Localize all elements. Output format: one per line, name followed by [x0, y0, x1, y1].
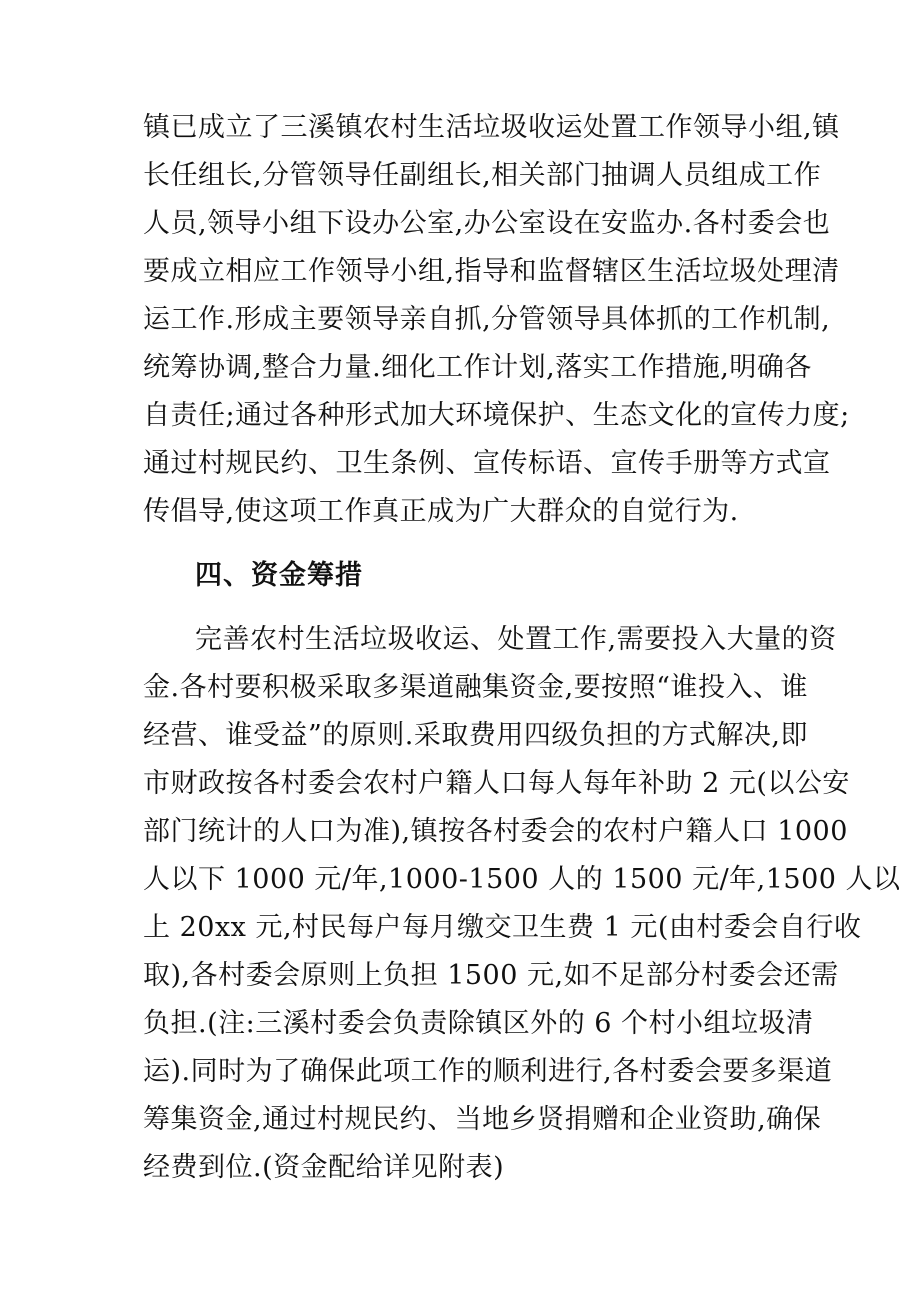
text-line: 通过村规民约、卫生条例、宣传标语、宣传手册等方式宣 [143, 448, 831, 479]
text-line: 完善农村生活垃圾收运、处置工作,需要投入大量的资 [195, 624, 837, 655]
section-heading: 四、资金筹措 [195, 560, 363, 591]
text-line: 上 20xx 元,村民每户每月缴交卫生费 1 元(由村委会自行收 [143, 912, 862, 943]
text-line: 运).同时为了确保此项工作的顺利进行,各村委会要多渠道 [143, 1056, 833, 1087]
text-line: 筹集资金,通过村规民约、当地乡贤捐赠和企业资助,确保 [143, 1104, 822, 1135]
text-line: 负担.(注:三溪村委会负责除镇区外的 6 个村小组垃圾清 [143, 1008, 814, 1039]
text-line: 人员,领导小组下设办公室,办公室设在安监办.各村委会也 [143, 208, 831, 239]
text-line: 市财政按各村委会农村户籍人口每人每年补助 2 元(以公安 [143, 768, 850, 799]
text-line: 人以下 1000 元/年,1000-1500 人的 1500 元/年,1500 人以 [143, 864, 901, 895]
text-line: 统筹协调,整合力量.细化工作计划,落实工作措施,明确各 [143, 352, 812, 383]
text-line: 运工作.形成主要领导亲自抓,分管领导具体抓的工作机制, [143, 304, 831, 335]
text-line: 传倡导,使这项工作真正成为广大群众的自觉行为. [143, 496, 739, 527]
text-line: 部门统计的人口为准),镇按各村委会的农村户籍人口 1000 [143, 816, 848, 847]
text-line: 取),各村委会原则上负担 1500 元,如不足部分村委会还需 [143, 960, 839, 991]
text-line: 自责任;通过各种形式加大环境保护、生态文化的宣传力度; [143, 400, 850, 431]
text-line: 镇已成立了三溪镇农村生活垃圾收运处置工作领导小组,镇 [143, 112, 840, 143]
text-line: 金.各村要积极采取多渠道融集资金,要按照“谁投入、谁 [143, 672, 808, 703]
text-line: 要成立相应工作领导小组,指导和监督辖区生活垃圾处理清 [143, 256, 840, 287]
text-line: 经费到位.(资金配给详见附表) [143, 1152, 505, 1183]
text-line: 经营、谁受益”的原则.采取费用四级负担的方式解决,即 [143, 720, 808, 751]
text-line: 长任组长,分管领导任副组长,相关部门抽调人员组成工作 [143, 160, 822, 191]
